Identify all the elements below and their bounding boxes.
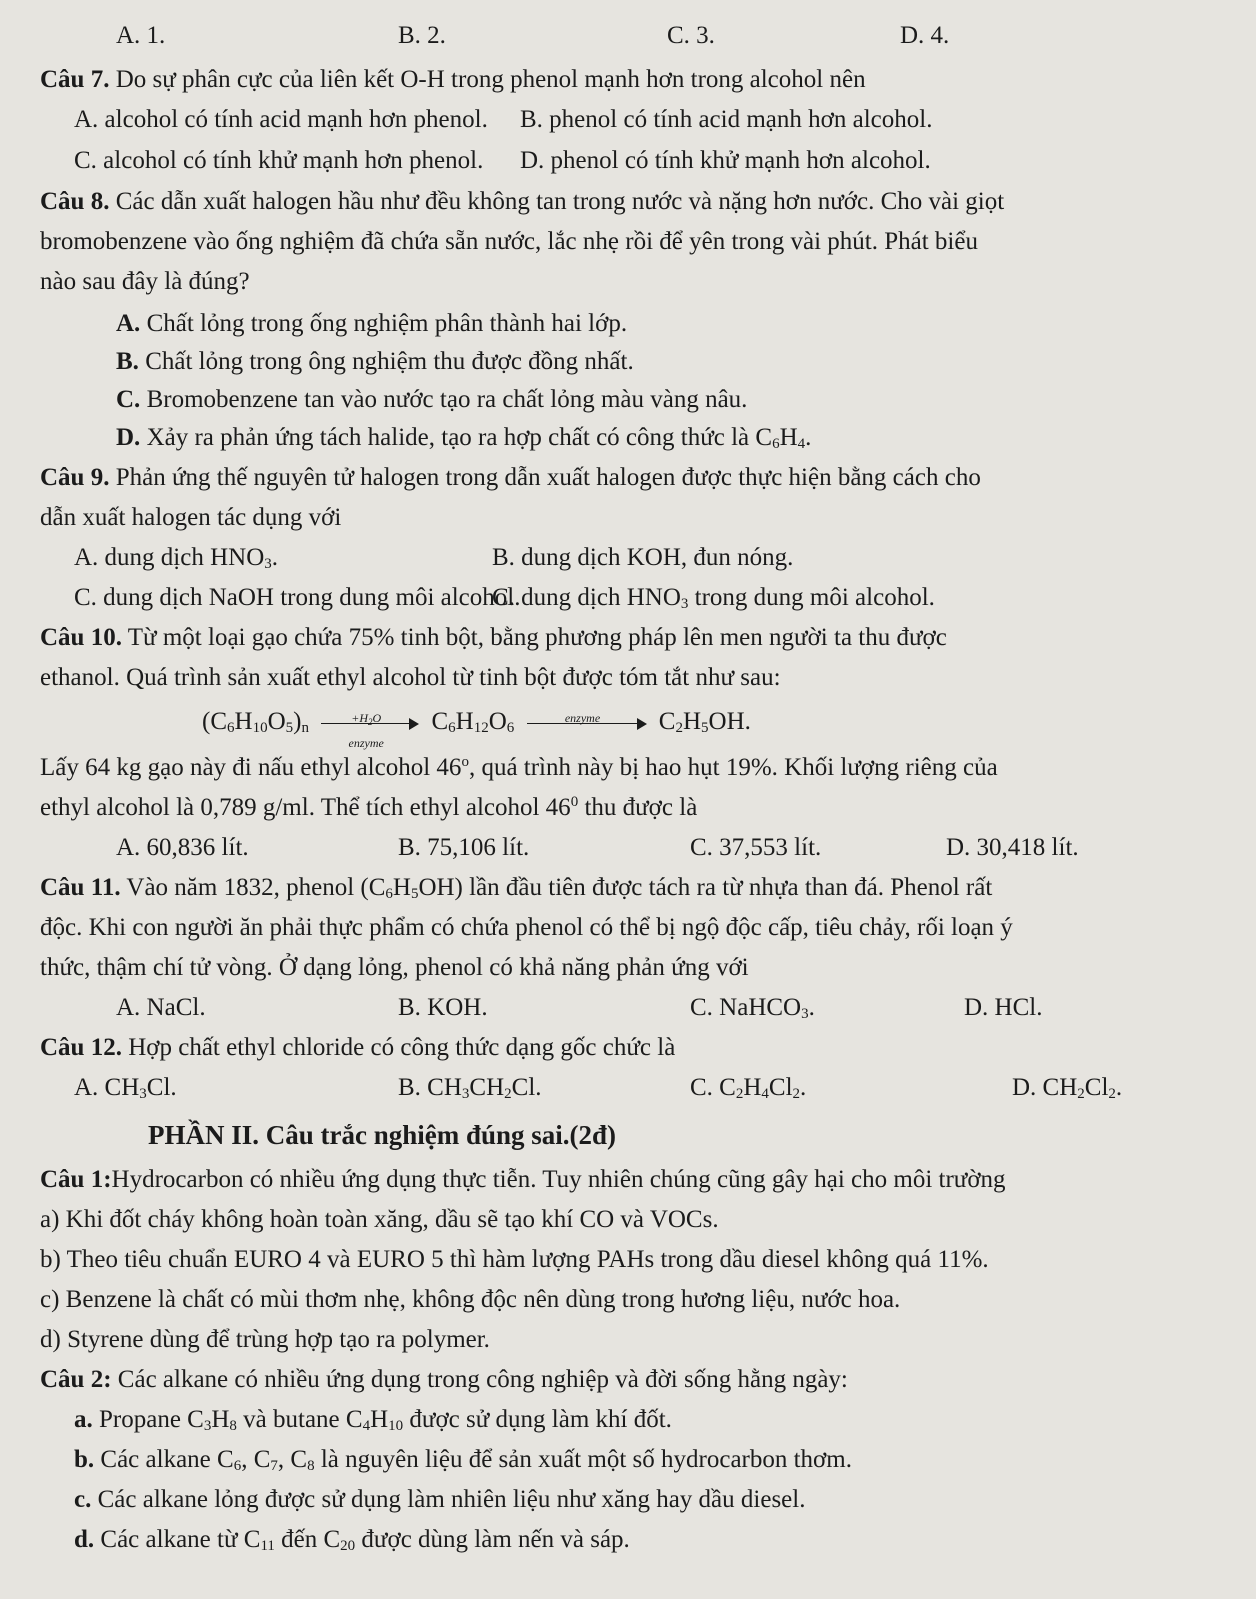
part2-q1-stem: Câu 1:Hydrocarbon có nhiều ứng dụng thực tiễn. Tuy nhiên chúng cũng gây hại cho môi trường [40,1166,1006,1193]
part2-q1-statement-a[interactable]: a) Khi đốt cháy không hoàn toàn xăng, dầu sẽ tạo khí CO và VOCs. [40,1206,719,1233]
q8-option-d[interactable]: D. Xảy ra phản ứng tách halide, tạo ra hợp chất có công thức là $C_6H_4$. [116,424,812,452]
q10-reaction-equation: $(C_6H_{10}O_5)_n$ $+H_2O$ enzyme $C_6H_{12}O_6$ enzyme $C_2H_5OH$. [202,708,751,751]
q9-option-c[interactable]: C. dung dịch NaOH trong dung môi alcohol. [74,584,521,611]
q7-option-d[interactable]: D. phenol có tính khử mạnh hơn alcohol. [520,147,931,174]
reaction-arrow-fermentation: enzyme [527,714,647,732]
q9-option-b[interactable]: B. dung dịch KOH, đun nóng. [492,544,794,571]
q12-stem: Câu 12. Hợp chất ethyl chloride có công thức dạng gốc chức là [40,1034,676,1061]
q10-option-c[interactable]: C. 37,553 lít. [690,834,822,861]
q8-stem-line2: bromobenzene vào ống nghiệm đã chứa sẵn nước, lắc nhẹ rồi để yên trong vài phút. Phát biểu [40,228,978,255]
q8-option-b[interactable]: B. Chất lỏng trong ông nghiệm thu được đồng nhất. [116,348,634,375]
q10-stem-line3: Lấy 64 kg gạo này đi nấu ethyl alcohol 46$^o$, quá trình này bị hao hụt 19%. Khối lượng riêng của [40,754,998,781]
q11-stem-line1: Câu 11. Vào năm 1832, phenol $(C_6H_5OH)$ lần đầu tiên được tách ra từ nhựa than đá. Phenol rất [40,874,993,902]
q8-stem-line3: nào sau đây là đúng? [40,268,250,295]
q8-stem-line1: Câu 8. Các dẫn xuất halogen hầu như đều không tan trong nước và nặng hơn nước. Cho vài giọt [40,188,1005,215]
q9-option-a[interactable]: A. dung dịch $HNO_3$. [74,544,279,572]
part2-title: PHẦN II. Câu trắc nghiệm đúng sai.(2đ) [148,1120,617,1150]
q11-stem-line2: độc. Khi con người ăn phải thực phẩm có chứa phenol có thể bị ngộ độc cấp, tiêu chảy, rối loạn ý [40,914,1013,941]
q10-option-a[interactable]: A. 60,836 lít. [116,834,249,861]
q10-stem-line2: ethanol. Quá trình sản xuất ethyl alcohol từ tinh bột được tóm tắt như sau: [40,664,781,691]
q11-option-c[interactable]: C. NaHCO$_3$. [690,994,815,1022]
part2-q2-statement-b[interactable]: b. Các alkane $C_6$, $C_7$, $C_8$ là nguyên liệu để sản xuất một số hydrocarbon thơm. [74,1446,852,1474]
q8-option-c[interactable]: C. Bromobenzene tan vào nước tạo ra chất lỏng màu vàng nâu. [116,386,748,413]
part2-q2-statement-a[interactable]: a. Propane $C_3H_8$ và butane $C_4H_{10}$ được sử dụng làm khí đốt. [74,1406,672,1434]
q12-option-d[interactable]: D. $CH_2Cl_2$. [1012,1074,1123,1102]
q12-option-a[interactable]: A. $CH_3Cl$. [74,1074,177,1102]
q10-stem-line4: ethyl alcohol là 0,789 g/ml. Thể tích ethyl alcohol $46^0$ thu được là [40,794,698,821]
reaction-arrow-hydrolysis: $+H_2O$ enzyme [321,714,419,732]
q11-stem-line3: thức, thậm chí tử vòng. Ở dạng lỏng, phenol có khả năng phản ứng với [40,954,749,981]
q9-stem-line1: Câu 9. Phản ứng thế nguyên tử halogen trong dẫn xuất halogen được thực hiện bằng cách cho [40,464,981,491]
q7-stem: Câu 7. Do sự phân cực của liên kết O-H trong phenol mạnh hơn trong alcohol nên [40,66,866,93]
q10-stem-line1: Câu 10. Từ một loại gạo chứa 75% tinh bột, bằng phương pháp lên men người ta thu được [40,624,947,651]
q11-option-a[interactable]: A. NaCl. [116,994,206,1021]
q7-option-a[interactable]: A. alcohol có tính acid mạnh hơn phenol. [74,106,488,133]
q12-option-b[interactable]: B. $CH_3CH_2Cl$. [398,1074,542,1102]
part2-q1-statement-d[interactable]: d) Styrene dùng để trùng hợp tạo ra polymer. [40,1326,490,1353]
part2-q2-statement-d[interactable]: d. Các alkane từ $C_{11}$ đến $C_{20}$ được dùng làm nến và sáp. [74,1526,630,1554]
part2-q2-stem: Câu 2: Các alkane có nhiều ứng dụng trong công nghiệp và đời sống hằng ngày: [40,1366,848,1393]
q11-option-d[interactable]: D. HCl. [964,994,1043,1021]
q10-option-b[interactable]: B. 75,106 lít. [398,834,530,861]
q7-option-c[interactable]: C. alcohol có tính khử mạnh hơn phenol. [74,147,484,174]
q10-option-d[interactable]: D. 30,418 lít. [946,834,1079,861]
part2-q2-statement-c[interactable]: c. Các alkane lỏng được sử dụng làm nhiên liệu như xăng hay dầu diesel. [74,1486,806,1513]
q8-option-a[interactable]: A. Chất lỏng trong ống nghiệm phân thành hai lớp. [116,310,628,337]
q9-option-d[interactable]: C. dung dịch $HNO_3$ trong dung môi alcohol. [492,584,935,612]
q6-option-d[interactable]: D. 4. [900,22,950,49]
q11-option-b[interactable]: B. KOH. [398,994,488,1021]
q6-option-c[interactable]: C. 3. [667,22,715,49]
q6-option-a[interactable]: A. 1. [116,22,166,49]
q6-option-b[interactable]: B. 2. [398,22,446,49]
q7-option-b[interactable]: B. phenol có tính acid mạnh hơn alcohol. [520,106,933,133]
part2-q1-statement-c[interactable]: c) Benzene là chất có mùi thơm nhẹ, không độc nên dùng trong hương liệu, nước hoa. [40,1286,901,1313]
q9-stem-line2: dẫn xuất halogen tác dụng với [40,504,342,531]
q12-option-c[interactable]: C. $C_2H_4Cl_2$. [690,1074,807,1102]
part2-q1-statement-b[interactable]: b) Theo tiêu chuẩn EURO 4 và EURO 5 thì hàm lượng PAHs trong dầu diesel không quá 11%. [40,1246,989,1273]
